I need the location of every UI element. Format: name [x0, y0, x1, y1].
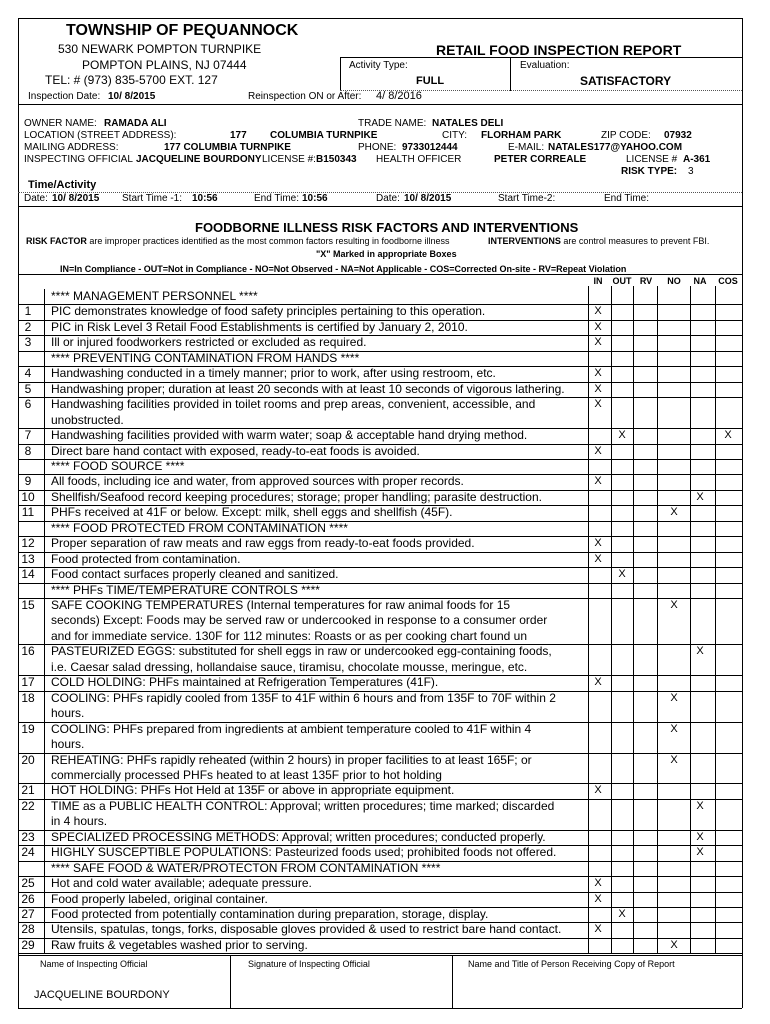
- item-text: PASTEURIZED EGGS: substituted for shell eggs in raw or undercooked egg-containing foods,: [51, 644, 552, 659]
- mark-cos: X: [724, 429, 732, 442]
- mark-out: X: [618, 429, 626, 442]
- signature-label: Signature of Inspecting Official: [248, 959, 370, 969]
- item-number: 6: [24, 397, 32, 412]
- name-of-official-label: Name of Inspecting Official: [40, 959, 148, 969]
- mark-na: X: [696, 830, 704, 843]
- category-header: [0, 459, 770, 474]
- township-title: TOWNSHIP OF PEQUANNOCK: [66, 22, 299, 39]
- inspection-item-27: [0, 907, 770, 922]
- item-number: 26: [21, 891, 35, 906]
- item-number: 22: [21, 798, 35, 813]
- start1-value: 10:56: [192, 193, 218, 204]
- inspection-item-20: [0, 753, 770, 768]
- inspection-item-21: [0, 783, 770, 798]
- item-text: **** SAFE FOOD & WATER/PROTECTON FROM CONTAMINATION ****: [51, 860, 441, 875]
- item-number: 25: [21, 876, 35, 891]
- item-text: COOLING: PHFs rapidly cooled from 135F to 41F within 6 hours and from 135F to 70F within 2: [51, 690, 556, 705]
- zip-label: ZIP CODE:: [601, 130, 651, 141]
- inspection-date-value: 10/ 8/2015: [108, 91, 156, 102]
- inspection-item-continuation: [0, 413, 770, 428]
- official-label: INSPECTING OFFICIAL: [24, 154, 133, 165]
- inspection-item-13: [0, 552, 770, 567]
- item-number: 4: [24, 366, 32, 381]
- trade-value: NATALES DELI: [432, 118, 504, 129]
- mark-in: X: [594, 305, 602, 318]
- mark-no: X: [670, 722, 678, 735]
- inspection-item-continuation: [0, 814, 770, 829]
- mark-na: X: [696, 799, 704, 812]
- item-text: hours.: [51, 737, 85, 752]
- item-text: Direct bare hand contact with exposed, ready-to-eat foods is avoided.: [51, 443, 420, 458]
- trade-label: TRADE NAME:: [358, 118, 427, 129]
- inspection-item-1: [0, 304, 770, 319]
- inspection-item-26: [0, 892, 770, 907]
- start1-label: Start Time -1:: [122, 193, 183, 204]
- mark-in: X: [594, 552, 602, 565]
- mark-na: X: [696, 846, 704, 859]
- item-text: SPECIALIZED PROCESSING METHODS: Approval; written procedures; conducted properly.: [51, 829, 546, 844]
- item-number: 14: [21, 567, 35, 582]
- section-title: FOODBORNE ILLNESS RISK FACTORS AND INTERVENTIONS: [195, 220, 579, 235]
- inspection-item-25: [0, 876, 770, 891]
- license-value: B150343: [316, 154, 357, 165]
- item-number: 24: [21, 845, 35, 860]
- item-text: COOLING: PHFs prepared from ingredients at ambient temperature cooled to 41F within 4: [51, 721, 532, 736]
- location-street: COLUMBIA TURNPIKE: [270, 130, 378, 141]
- mark-no: X: [670, 599, 678, 611]
- item-text: commercially processed PHFs heated to at least 135F prior to hot holding: [51, 767, 442, 782]
- column-header-rv: RV: [639, 276, 653, 286]
- phone-label: PHONE:: [358, 142, 397, 153]
- township-address-2: POMPTON PLAINS, NJ 07444: [82, 58, 247, 72]
- mark-no: X: [670, 753, 678, 766]
- inspection-item-8: [0, 444, 770, 459]
- item-text: **** FOOD PROTECTED FROM CONTAMINATION ****: [51, 520, 348, 535]
- category-header: [0, 289, 770, 304]
- official-name-value: JACQUELINE BOURDONY: [34, 989, 170, 1001]
- item-number: 23: [21, 829, 35, 844]
- item-text: Food protected from contamination.: [51, 551, 241, 566]
- item-number: 21: [21, 783, 35, 798]
- category-header: [0, 861, 770, 876]
- column-header-no: NO: [667, 276, 681, 286]
- interventions-bold: INTERVENTIONS: [488, 236, 561, 246]
- marked-note: "X" Marked in appropriate Boxes: [316, 249, 457, 259]
- item-text: REHEATING: PHFs rapidly reheated (within 2 hours) in proper facilities to at least 165F; or: [51, 752, 532, 767]
- mark-in: X: [594, 537, 602, 550]
- inspection-item-29: [0, 938, 770, 953]
- item-text: SAFE COOKING TEMPERATURES (Internal temperatures for raw animal foods for 15: [51, 598, 511, 612]
- item-number: 11: [21, 505, 35, 520]
- item-number: 3: [24, 335, 32, 350]
- item-number: 28: [21, 922, 35, 937]
- inspection-item-23: [0, 830, 770, 845]
- inspection-item-6: [0, 397, 770, 412]
- reinspection-label: Reinspection ON or After:: [248, 91, 362, 102]
- health-officer-value: PETER CORREALE: [494, 154, 587, 165]
- inspection-item-continuation: [0, 737, 770, 752]
- item-text: unobstructed.: [51, 412, 124, 427]
- license-label: LICENSE #:: [262, 154, 316, 165]
- phone-value: 9733012444: [402, 142, 458, 153]
- item-number: 2: [24, 319, 32, 334]
- item-number: 15: [21, 598, 35, 612]
- inspection-item-2: [0, 320, 770, 335]
- mark-in: X: [594, 444, 602, 457]
- item-text: HIGHLY SUSCEPTIBLE POPULATIONS: Pasteurized foods used; prohibited foods not offered.: [51, 845, 557, 860]
- footer-top-line: [18, 955, 742, 956]
- inspection-item-continuation: [0, 706, 770, 721]
- mark-in: X: [594, 382, 602, 395]
- mark-in: X: [594, 892, 602, 905]
- item-text: Proper separation of raw meats and raw eggs from ready-to-eat foods provided.: [51, 536, 475, 551]
- item-number: 16: [21, 644, 35, 659]
- inspection-item-28: [0, 922, 770, 937]
- risk-type-value: 3: [688, 166, 694, 177]
- mailing-value: 177 COLUMBIA TURNPIKE: [164, 142, 291, 153]
- item-number: 7: [24, 428, 32, 443]
- license2-label: LICENSE #: [626, 154, 678, 165]
- mark-na: X: [696, 645, 704, 658]
- item-text: Food contact surfaces properly cleaned and sanitized.: [51, 567, 339, 582]
- footer-divider-2: [452, 955, 453, 1008]
- mark-out: X: [618, 908, 626, 920]
- mark-in: X: [594, 398, 602, 411]
- evaluation-label: Evaluation:: [520, 60, 570, 71]
- column-header-out: OUT: [612, 276, 632, 286]
- mark-out: X: [618, 568, 626, 581]
- owner-value: RAMADA ALI: [104, 118, 167, 129]
- footer-divider-1: [230, 955, 231, 1008]
- inspection-item-14: [0, 567, 770, 582]
- column-header-cos: COS: [718, 276, 738, 286]
- item-text: Food protected from potentially contamination during preparation, storage, display.: [51, 907, 489, 921]
- item-text: TIME as a PUBLIC HEALTH CONTROL: Approval; written procedures; time marked; discarded: [51, 798, 555, 813]
- risk-factor-text: are improper practices identified as the most common factors resulting in foodborne illness: [89, 236, 450, 246]
- mark-in: X: [594, 676, 602, 689]
- mark-no: X: [670, 938, 678, 951]
- time-activity-title: Time/Activity: [28, 179, 97, 191]
- item-text: seconds) Except: Foods may be served raw or undercooked in response to a consumer order: [51, 613, 548, 628]
- item-number: 17: [21, 675, 35, 690]
- inspection-item-continuation: [0, 629, 770, 644]
- mark-in: X: [594, 367, 602, 380]
- township-address-1: 530 NEWARK POMPTON TURNPIKE: [58, 42, 262, 56]
- email-label: E-MAIL:: [508, 142, 545, 153]
- item-number: 10: [21, 489, 35, 504]
- date1-value: 10/ 8/2015: [52, 193, 100, 204]
- township-phone: TEL: # (973) 835-5700 EXT. 127: [45, 73, 218, 87]
- item-text: **** FOOD SOURCE ****: [51, 458, 185, 473]
- inspection-item-16: [0, 644, 770, 659]
- item-number: 5: [24, 381, 32, 396]
- city-value: FLORHAM PARK: [481, 130, 562, 141]
- item-number: 19: [21, 721, 35, 736]
- category-header: [0, 583, 770, 598]
- inspection-item-22: [0, 799, 770, 814]
- license2-value: A-361: [683, 154, 711, 165]
- item-number: 13: [21, 551, 35, 566]
- end1-label: End Time:: [254, 193, 300, 204]
- mark-no: X: [670, 691, 678, 704]
- email-value: NATALES177@YAHOO.COM: [548, 142, 683, 153]
- reinspection-date: 4/ 8/2016: [376, 90, 422, 102]
- inspection-item-19: [0, 722, 770, 737]
- item-text: **** MANAGEMENT PERSONNEL ****: [51, 289, 258, 303]
- inspection-item-continuation: [0, 660, 770, 675]
- mark-in: X: [594, 336, 602, 349]
- mark-in: X: [594, 320, 602, 333]
- owner-label: OWNER NAME:: [24, 118, 97, 129]
- item-number: 12: [21, 536, 35, 551]
- inspection-item-9: [0, 474, 770, 489]
- end1-value: 10:56: [302, 193, 328, 204]
- item-number: 20: [21, 752, 35, 767]
- evaluation-value: SATISFACTORY: [580, 74, 672, 88]
- inspection-item-24: [0, 845, 770, 860]
- location-label: LOCATION (STREET ADDRESS):: [24, 130, 177, 141]
- item-text: Food properly labeled, original container.: [51, 891, 268, 906]
- health-officer-label: HEALTH OFFICER: [376, 154, 462, 165]
- item-text: Hot and cold water available; adequate pressure.: [51, 876, 312, 891]
- item-text: **** PHFs TIME/TEMPERATURE CONTROLS ****: [51, 582, 320, 597]
- risk-type-label: RISK TYPE:: [621, 166, 678, 177]
- column-header-in: IN: [593, 276, 603, 286]
- category-header: [0, 521, 770, 536]
- item-text: **** PREVENTING CONTAMINATION FROM HANDS ****: [51, 350, 360, 365]
- inspection-item-7: [0, 428, 770, 443]
- mark-in: X: [594, 475, 602, 488]
- risk-factor-bold: RISK FACTOR: [26, 236, 87, 246]
- mark-in: X: [594, 877, 602, 890]
- date1-label: Date:: [24, 193, 48, 204]
- city-label: CITY:: [442, 130, 468, 141]
- activity-type-label: Activity Type:: [349, 60, 408, 71]
- inspection-item-10: [0, 490, 770, 505]
- zip-value: 07932: [664, 130, 692, 141]
- mailing-label: MAILING ADDRESS:: [24, 142, 119, 153]
- item-text: i.e. Caesar salad dressing, hollandaise sauce, tiramisu, chocolate mousse, meringue, etc.: [51, 659, 528, 674]
- mark-no: X: [670, 506, 678, 519]
- item-text: and for immediate service. 130F for 112 minutes: Roasts or as per cooking chart found un: [51, 628, 528, 643]
- item-number: 27: [21, 907, 35, 921]
- inspection-date-label: Inspection Date:: [28, 91, 101, 102]
- mark-in: X: [594, 784, 602, 797]
- inspection-item-17: [0, 675, 770, 690]
- inspection-item-5: [0, 382, 770, 397]
- receiver-label: Name and Title of Person Receiving Copy of Report: [468, 959, 675, 969]
- item-number: 1: [24, 304, 32, 319]
- item-number: 9: [24, 474, 32, 489]
- item-text: Ill or injured foodworkers restricted or excluded as required.: [51, 335, 367, 350]
- inspection-item-3: [0, 335, 770, 350]
- activity-type-value: FULL: [416, 75, 445, 87]
- inspection-item-11: [0, 505, 770, 520]
- item-number: 18: [21, 690, 35, 705]
- end2-label: End Time:: [604, 193, 650, 204]
- date2-label: Date:: [376, 193, 400, 204]
- item-text: Handwashing conducted in a timely manner; prior to work, after using restroom, etc.: [51, 366, 496, 381]
- inspection-item-18: [0, 691, 770, 706]
- item-text: Handwashing facilities provided in toilet rooms and prep areas, convenient, accessible, and: [51, 397, 536, 412]
- interventions-text: are control measures to prevent FBI.: [563, 236, 710, 246]
- item-text: HOT HOLDING: PHFs Hot Held at 135F or above in appropriate equipment.: [51, 783, 455, 798]
- report-title: RETAIL FOOD INSPECTION REPORT: [436, 42, 682, 58]
- item-text: PIC in Risk Level 3 Retail Food Establishments is certified by January 2, 2010.: [51, 319, 468, 334]
- item-text: PIC demonstrates knowledge of food safety principles pertaining to this operation.: [51, 304, 486, 319]
- inspection-item-4: [0, 366, 770, 381]
- mark-na: X: [696, 490, 704, 503]
- start2-label: Start Time-2:: [498, 193, 556, 204]
- item-number: 8: [24, 443, 32, 458]
- inspection-item-15: [0, 598, 770, 613]
- item-text: Handwashing facilities provided with warm water; soap & acceptable hand drying method.: [51, 428, 528, 443]
- location-number: 177: [230, 130, 247, 141]
- category-header: [0, 351, 770, 366]
- item-text: hours.: [51, 706, 85, 721]
- inspection-item-continuation: [0, 768, 770, 783]
- mark-in: X: [594, 923, 602, 936]
- legend-text: IN=In Compliance - OUT=Not in Compliance - NO=Not Observed - NA=Not Applicable - COS=Corrected On-site - RV=Repeat Violation: [60, 264, 627, 274]
- item-text: COLD HOLDING: PHFs maintained at Refrigeration Temperatures (41F).: [51, 675, 439, 690]
- column-header-na: NA: [693, 276, 707, 286]
- official-value: JACQUELINE BOURDONY: [136, 154, 262, 165]
- item-text: Shellfish/Seafood record keeping procedures; storage; proper handling; parasite destruction.: [51, 489, 542, 504]
- inspection-item-12: [0, 536, 770, 551]
- date2-value: 10/ 8/2015: [404, 193, 452, 204]
- inspection-item-continuation: [0, 613, 770, 628]
- item-text: PHFs received at 41F or below. Except: milk, shell eggs and shellfish (45F).: [51, 505, 453, 520]
- item-text: Handwashing proper; duration at least 20 seconds with at least 10 seconds of vigorous lathering.: [51, 381, 565, 396]
- item-number: 29: [21, 937, 35, 952]
- item-text: Raw fruits & vegetables washed prior to serving.: [51, 937, 308, 952]
- item-text: in 4 hours.: [51, 814, 108, 829]
- item-text: All foods, including ice and water, from approved sources with proper records.: [51, 474, 464, 489]
- item-text: Utensils, spatulas, tongs, forks, disposable gloves provided & used to restrict bare hand contact.: [51, 922, 562, 937]
